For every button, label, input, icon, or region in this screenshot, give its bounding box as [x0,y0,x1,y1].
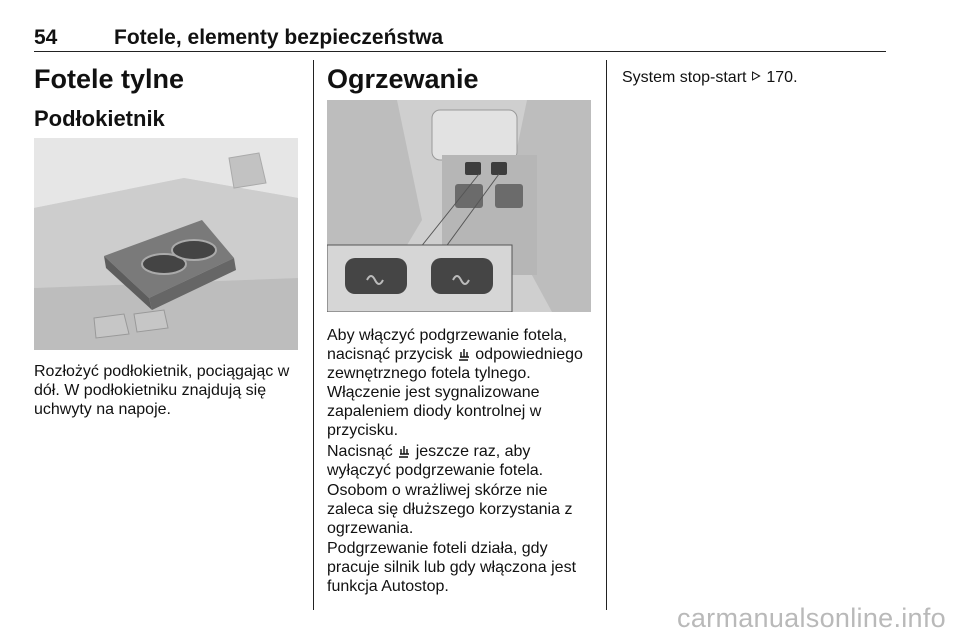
text-line: funkcja Autostop. [327,578,449,595]
text-line: nacisnąć przycisk [327,346,457,363]
text-line: zewnętrznego fotela tylnego. [327,365,531,382]
text-line: Rozłożyć podłokietnik, pociągając w [34,363,290,380]
page-header [34,22,886,54]
text-line: Podgrzewanie foteli działa, gdy [327,540,548,557]
column-divider-2 [606,60,607,610]
text-line: Nacisnąć [327,443,398,460]
cross-reference-label: System stop-start [622,69,751,86]
column-divider-1 [313,60,314,610]
text-line: uchwyty na napoje. [34,401,171,418]
page-number: 54 [34,26,58,49]
text-line: ogrzewania. [327,520,414,537]
header-rule [34,51,886,52]
seat-heater-icon [457,345,471,361]
text-line: Aby włączyć podgrzewanie fotela, [327,327,568,344]
text-line: zapaleniem diody kontrolnej w [327,403,542,420]
cross-reference [622,68,882,87]
text-line: Osobom o wrażliwej skórze nie [327,482,548,499]
section-title: Fotele tylne [34,64,185,94]
watermark: carmanualsonline.info [677,603,946,633]
armrest-caption [34,362,306,419]
page-ref-arrow-icon [751,68,762,84]
text-line: dół. W podłokietniku znajdują się [34,382,267,399]
paragraph-4 [327,539,599,596]
text-line: jeszcze raz, aby [411,443,531,460]
text-line: wyłączyć podgrzewanie fotela. [327,462,544,479]
text-line: pracuje silnik lub gdy włączona jest [327,559,577,576]
text-line: przycisku. [327,422,399,439]
cross-reference-page[interactable]: 170. [761,69,798,86]
text-line: zaleca się dłuższego korzystania z [327,501,573,518]
seat-heater-icon [397,442,411,458]
text-line: odpowiedniego [470,346,583,363]
heating-figure [327,100,591,312]
paragraph-2 [327,442,599,480]
paragraph-3 [327,481,599,538]
armrest-figure [34,138,298,350]
paragraph-1 [327,326,599,440]
heating-title: Ogrzewanie [327,64,479,94]
subsection-title: Podłokietnik [34,106,165,131]
text-line: Włączenie jest sygnalizowane [327,384,540,401]
running-title: Fotele, elementy bezpieczeństwa [114,26,444,49]
